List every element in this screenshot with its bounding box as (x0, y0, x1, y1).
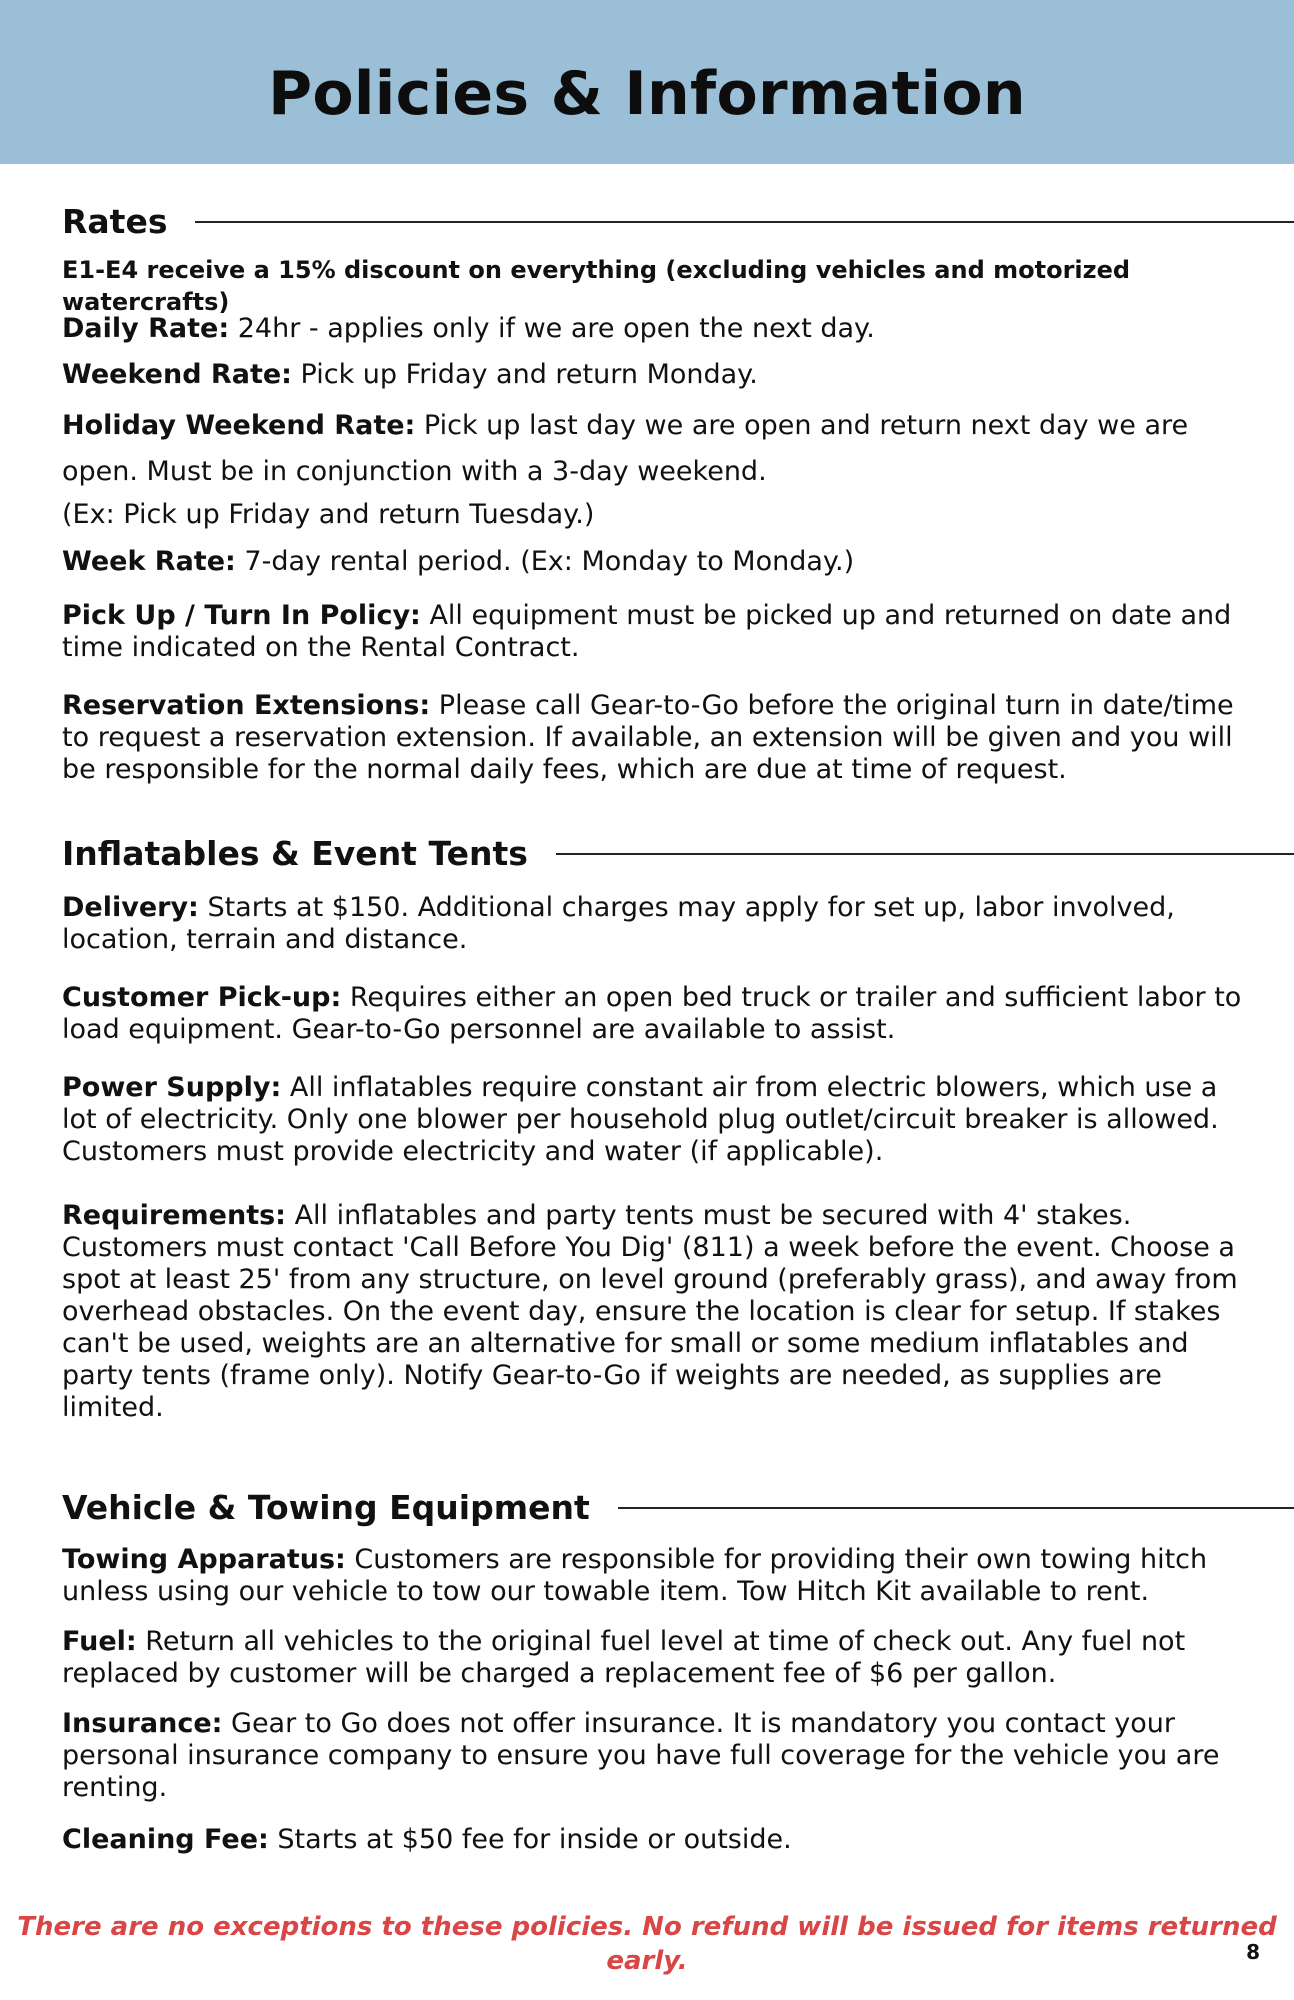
rates-discount-note: E1-E4 receive a 15% discount on everything (excluding vehicles and motorized watercrafts) (62, 256, 1131, 316)
insurance-text: Gear to Go does not offer insurance. It is mandatory you contact your personal insurance company to ensure you have full coverage for the vehicle you are renting. (62, 1708, 1220, 1803)
daily-rate-text: 24hr - applies only if we are open the next day. (229, 313, 875, 344)
towing-text: Customers are responsible for providing their own towing hitch unless using our vehicle to tow our towable item. Tow Hitch Kit available to rent. (62, 1544, 1208, 1607)
weekend-rate-label: Weekend Rate: (62, 359, 292, 390)
extensions-text: Please call Gear-to-Go before the original turn in date/time to request a reservation extension. If available, an extension will be given and you will be responsible for the normal daily fees, which are due at time of request. (62, 690, 1234, 785)
pickup-policy-text: All equipment must be picked up and returned on date and time indicated on the Rental Contract. (62, 600, 1232, 663)
holiday-example: (Ex: Pick up Friday and return Tuesday.) (62, 499, 595, 530)
cleaning-label: Cleaning Fee: (62, 1824, 269, 1855)
requirements-text: All inflatables and party tents must be secured with 4' stakes. Customers must contact 'Call Before You Dig' (811) a week before the event. Choose a spot at least 25' from any structure, on level ground (preferably grass), and away from overhead obstacles. On the event day, ensure the location is clear for setup. If stakes can't be used, weights are an alternative for small or some medium inflatables and party tents (frame only). Notify Gear-to-Go if weights are needed, as supplies are limited. (62, 1200, 1238, 1423)
fuel (62, 1626, 1242, 1690)
power-supply-text: All inflatables require constant air from electric blowers, which use a lot of electricity. Only one blower per household plug outlet/circuit breaker is allowed. Customers must provide electricity and water (if applicable). (62, 1072, 1219, 1167)
customer-pickup-label: Customer Pick-up: (62, 982, 342, 1013)
power-supply-label: Power Supply: (62, 1072, 282, 1103)
cleaning-text: Starts at $50 fee for inside or outside. (268, 1824, 792, 1855)
vehicles-section-header (62, 1482, 1294, 1532)
week-rate (62, 543, 1242, 580)
vehicles-divider (618, 1507, 1294, 1509)
delivery (62, 892, 1242, 956)
inflatables-heading: Inflatables & Event Tents (62, 833, 528, 873)
pickup-policy (62, 600, 1242, 664)
inflatables-divider (556, 853, 1294, 855)
holiday-rate-text: Pick up last day we are open and return next day we are open. Must be in conjunction with a 3-day weekend. (62, 410, 1189, 487)
rates-section-header (62, 196, 1294, 246)
holiday-weekend-rate (62, 403, 1242, 495)
insurance-label: Insurance: (62, 1708, 223, 1739)
weekend-rate (62, 356, 1242, 393)
rates-divider (195, 221, 1294, 223)
fuel-label: Fuel: (62, 1626, 137, 1657)
delivery-label: Delivery: (62, 892, 199, 923)
requirements-label: Requirements: (62, 1200, 286, 1231)
pickup-policy-label: Pick Up / Turn In Policy: (62, 600, 421, 631)
title-banner (0, 0, 1294, 164)
holiday-rate-label: Holiday Weekend Rate: (62, 410, 416, 441)
daily-rate-label: Daily Rate: (62, 313, 230, 344)
no-exceptions-notice: There are no exceptions to these policies. No refund will be issued for items returned early. (17, 1912, 1277, 1976)
power-supply (62, 1072, 1242, 1168)
towing-label: Towing Apparatus: (62, 1544, 346, 1575)
page-title: Policies & Information (268, 59, 1026, 129)
fuel-text: Return all vehicles to the original fuel level at time of check out. Any fuel not replaced by customer will be charged a replacement fee of $6 per gallon. (62, 1626, 1186, 1689)
delivery-text: Starts at $150. Additional charges may apply for set up, labor involved, location, terrain and distance. (62, 892, 1175, 955)
daily-rate (62, 310, 1242, 347)
customer-pickup-text: Requires either an open bed truck or trailer and sufficient labor to load equipment. Gear-to-Go personnel are available to assist. (62, 982, 1242, 1045)
extensions-label: Reservation Extensions: (62, 690, 431, 721)
page-number: 8 (1246, 1940, 1260, 1964)
cleaning-fee (62, 1824, 1242, 1856)
towing-apparatus (62, 1544, 1242, 1608)
vehicles-heading: Vehicle & Towing Equipment (62, 1487, 590, 1527)
insurance (62, 1708, 1242, 1804)
inflatables-section-header (62, 828, 1294, 878)
reservation-extensions (62, 690, 1242, 786)
week-rate-text: 7-day rental period. (Ex: Monday to Monday.) (235, 546, 855, 577)
customer-pickup (62, 982, 1242, 1046)
rates-heading: Rates (62, 201, 168, 241)
requirements (62, 1200, 1242, 1424)
week-rate-label: Week Rate: (62, 546, 236, 577)
weekend-rate-text: Pick up Friday and return Monday. (291, 359, 758, 390)
